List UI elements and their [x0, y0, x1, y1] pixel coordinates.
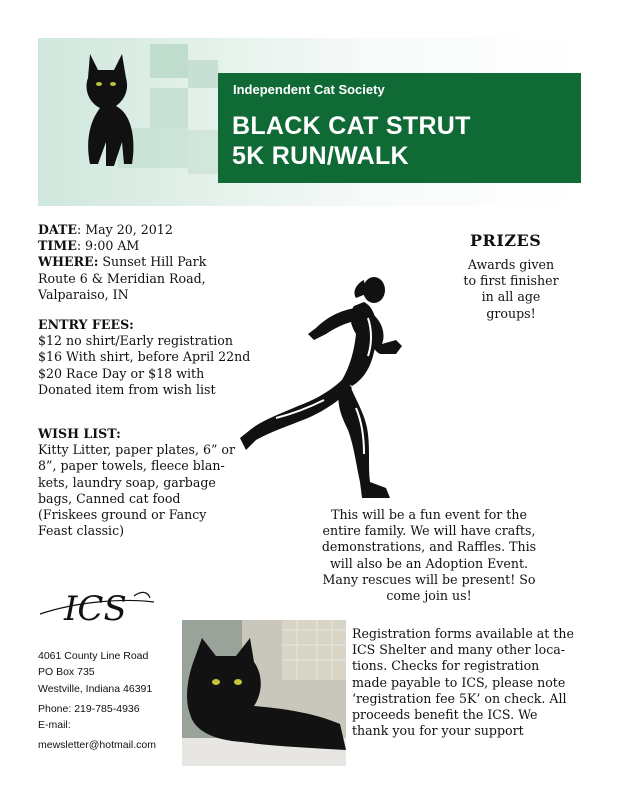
ics-logo [38, 578, 156, 630]
wish-list [38, 426, 235, 539]
registration-line: made payable to ICS, please note [352, 674, 566, 690]
prize-line: in all age [481, 289, 541, 305]
email-label: E-mail: [38, 719, 71, 732]
registration-line: tions. Checks for registration [352, 658, 540, 674]
wish-line: Feast classic) [38, 523, 125, 539]
description-line: entire family. We will have crafts, [322, 523, 536, 539]
event-details [38, 222, 206, 303]
phone: Phone: 219-785-4936 [38, 703, 140, 715]
runner-silhouette [236, 268, 412, 504]
registration-line: ICS Shelter and many other loca- [352, 642, 566, 658]
description-line: will also be an Adoption Event. [329, 555, 529, 571]
registration-line: thank you for your support [352, 723, 524, 739]
wish-list-heading: WISH LIST: [38, 426, 121, 441]
date-label: DATE [38, 222, 77, 237]
address-line-2: PO Box 735 [38, 666, 95, 679]
wish-line: 8”, paper towels, fleece blan- [38, 458, 225, 474]
ics-logo-text: ICS [64, 589, 127, 629]
title-line-2: 5K RUN/WALK [232, 142, 409, 170]
entry-fees-heading: ENTRY FEES: [38, 317, 134, 332]
wish-line: kets, laundry soap, garbage [38, 474, 216, 490]
where-line-3: Valparaiso, IN [38, 286, 129, 302]
cat-photo [182, 620, 346, 766]
wish-line: bags, Canned cat food [38, 490, 181, 506]
event-title [232, 111, 471, 171]
contact-address [38, 648, 152, 697]
entry-fees [38, 317, 250, 398]
contact-info [38, 701, 156, 753]
prizes-heading: PRIZES [470, 231, 542, 250]
registration-line: Registration forms available at the [352, 626, 574, 641]
where-value: Sunset Hill Park [98, 254, 207, 270]
description-line: come join us! [386, 588, 472, 604]
where-label: WHERE: [38, 254, 99, 270]
fee-line: $20 Race Day or $18 with [38, 365, 205, 381]
description-line: This will be a fun event for the [331, 507, 527, 522]
registration-info [352, 626, 582, 739]
date-value: : May 20, 2012 [76, 222, 173, 237]
wish-line: (Friskees ground or Fancy [38, 507, 207, 523]
where-line-2: Route 6 & Meridian Road, [38, 270, 206, 286]
registration-line: proceeds benefit the ICS. We [352, 707, 538, 723]
wish-line: Kitty Litter, paper plates, 6” or [38, 442, 236, 458]
fee-line: $16 With shirt, before April 22nd [38, 349, 251, 365]
org-name: Independent Cat Society [233, 82, 385, 97]
description-line: Many rescues will be present! So [322, 571, 536, 587]
event-description [318, 507, 540, 604]
registration-line: ‘registration fee 5K’ on check. All [352, 690, 567, 706]
fee-line: Donated item from wish list [38, 381, 216, 397]
prize-line: to first finisher [463, 273, 559, 289]
title-line-1: BLACK CAT STRUT [232, 112, 471, 140]
prizes-text [455, 257, 567, 322]
time-value: : 9:00 AM [76, 238, 140, 254]
time-label: TIME [38, 238, 77, 254]
prize-line: Awards given [467, 257, 555, 272]
address-line-3: Westville, Indiana 46391 [38, 682, 153, 695]
fee-line: $12 no shirt/Early registration [38, 333, 233, 349]
address-line-1: 4061 County Line Road [38, 650, 149, 662]
prize-line: groups! [486, 305, 536, 321]
description-line: demonstrations, and Raffles. This [321, 539, 537, 555]
email-address[interactable]: mewsletter@hotmail.com [38, 738, 157, 751]
black-cat-image [60, 44, 160, 172]
